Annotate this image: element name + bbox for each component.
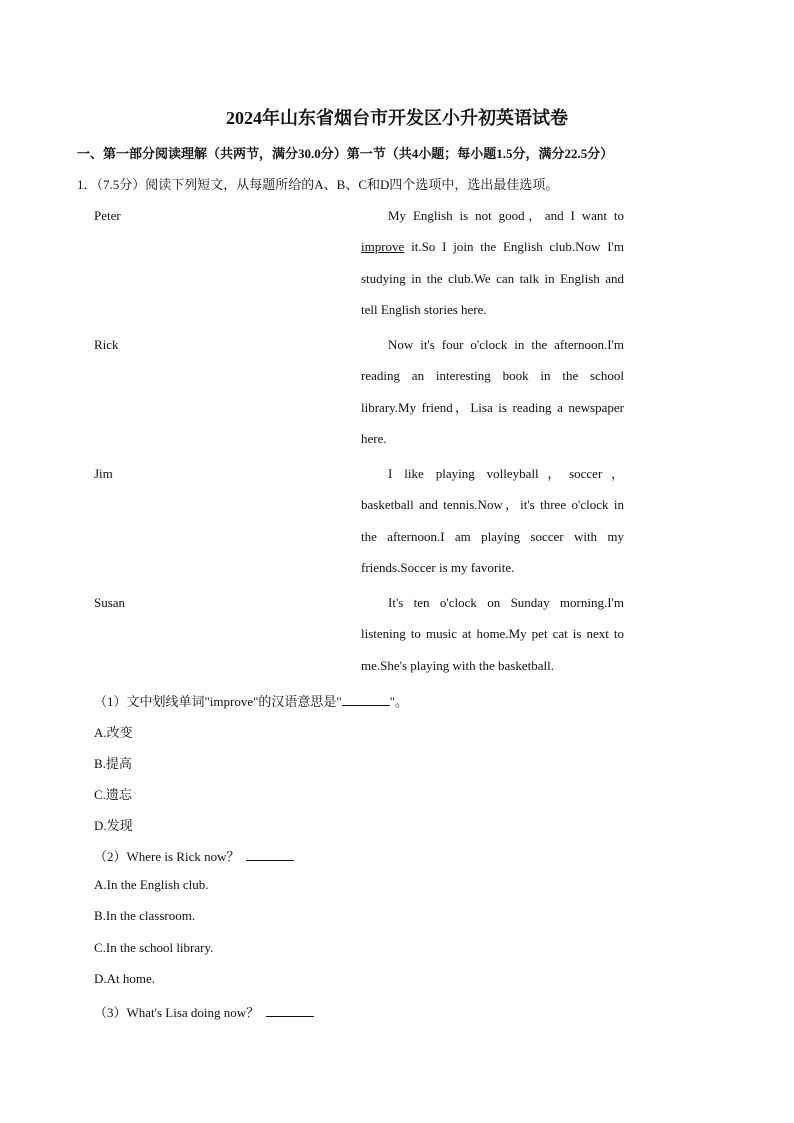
question-heading xyxy=(77,174,717,193)
answer-blank[interactable] xyxy=(266,1004,314,1017)
answer-blank[interactable] xyxy=(246,848,294,861)
subquestion-2: （2）Where is Rick now？ xyxy=(94,846,294,865)
section-heading: 一、第一部分阅读理解（共两节，满分30.0分）第一节（共4小题；每小题1.5分，满分22.5分） xyxy=(77,146,614,161)
passage-text-susan: It's ten o'clock on Sunday morning.I'm listening to music at home.My pet cat is next to me.She's playing with the basketball. xyxy=(361,595,624,673)
question-number: 1． xyxy=(77,177,97,192)
option-2a[interactable]: A.In the English club. xyxy=(94,877,209,892)
passage-text-rick: Now it's four o'clock in the afternoon.I'm reading an interesting book in the school library.My friend，Lisa is reading a newspaper here. xyxy=(361,337,624,446)
option-1c[interactable]: C.遗忘 xyxy=(94,787,132,802)
passage-name-peter: Peter xyxy=(94,208,121,223)
option-1d[interactable]: D.发现 xyxy=(94,818,133,833)
answer-blank[interactable] xyxy=(342,693,390,706)
passage-name-rick: Rick xyxy=(94,337,119,352)
subquestion-1: （1）文中划线单词"improve"的汉语意思是" "。 xyxy=(94,694,409,709)
page-title: 2024年山东省烟台市开发区小升初英语试卷 xyxy=(226,108,568,128)
option-1a[interactable]: A.改变 xyxy=(94,725,133,740)
option-2b[interactable]: B.In the classroom. xyxy=(94,908,196,923)
passage-text-peter: My English is not good，and I want to improve it.So I join the English club.Now I'm studying in the club.We can talk in English and tell English stories here. xyxy=(361,208,624,317)
option-2c[interactable]: C.In the school library. xyxy=(94,940,214,955)
passage-text-jim: I like playing volleyball，soccer，basketball and tennis.Now，it's three o'clock in the afternoon.I am playing soccer with my friends.Soccer is my favorite. xyxy=(361,466,624,575)
option-1b[interactable]: B.提高 xyxy=(94,756,132,771)
option-2d[interactable]: D.At home. xyxy=(94,971,156,986)
question-instruction: （7.5分）阅读下列短文，从每题所给的A、B、C和D四个选项中，选出最佳选项。 xyxy=(96,177,559,192)
passage-name-jim: Jim xyxy=(94,466,113,481)
subquestion-3: （3）What's Lisa doing now？ xyxy=(94,1002,314,1021)
passage-name-susan: Susan xyxy=(94,595,126,610)
underlined-word: improve xyxy=(361,239,405,255)
